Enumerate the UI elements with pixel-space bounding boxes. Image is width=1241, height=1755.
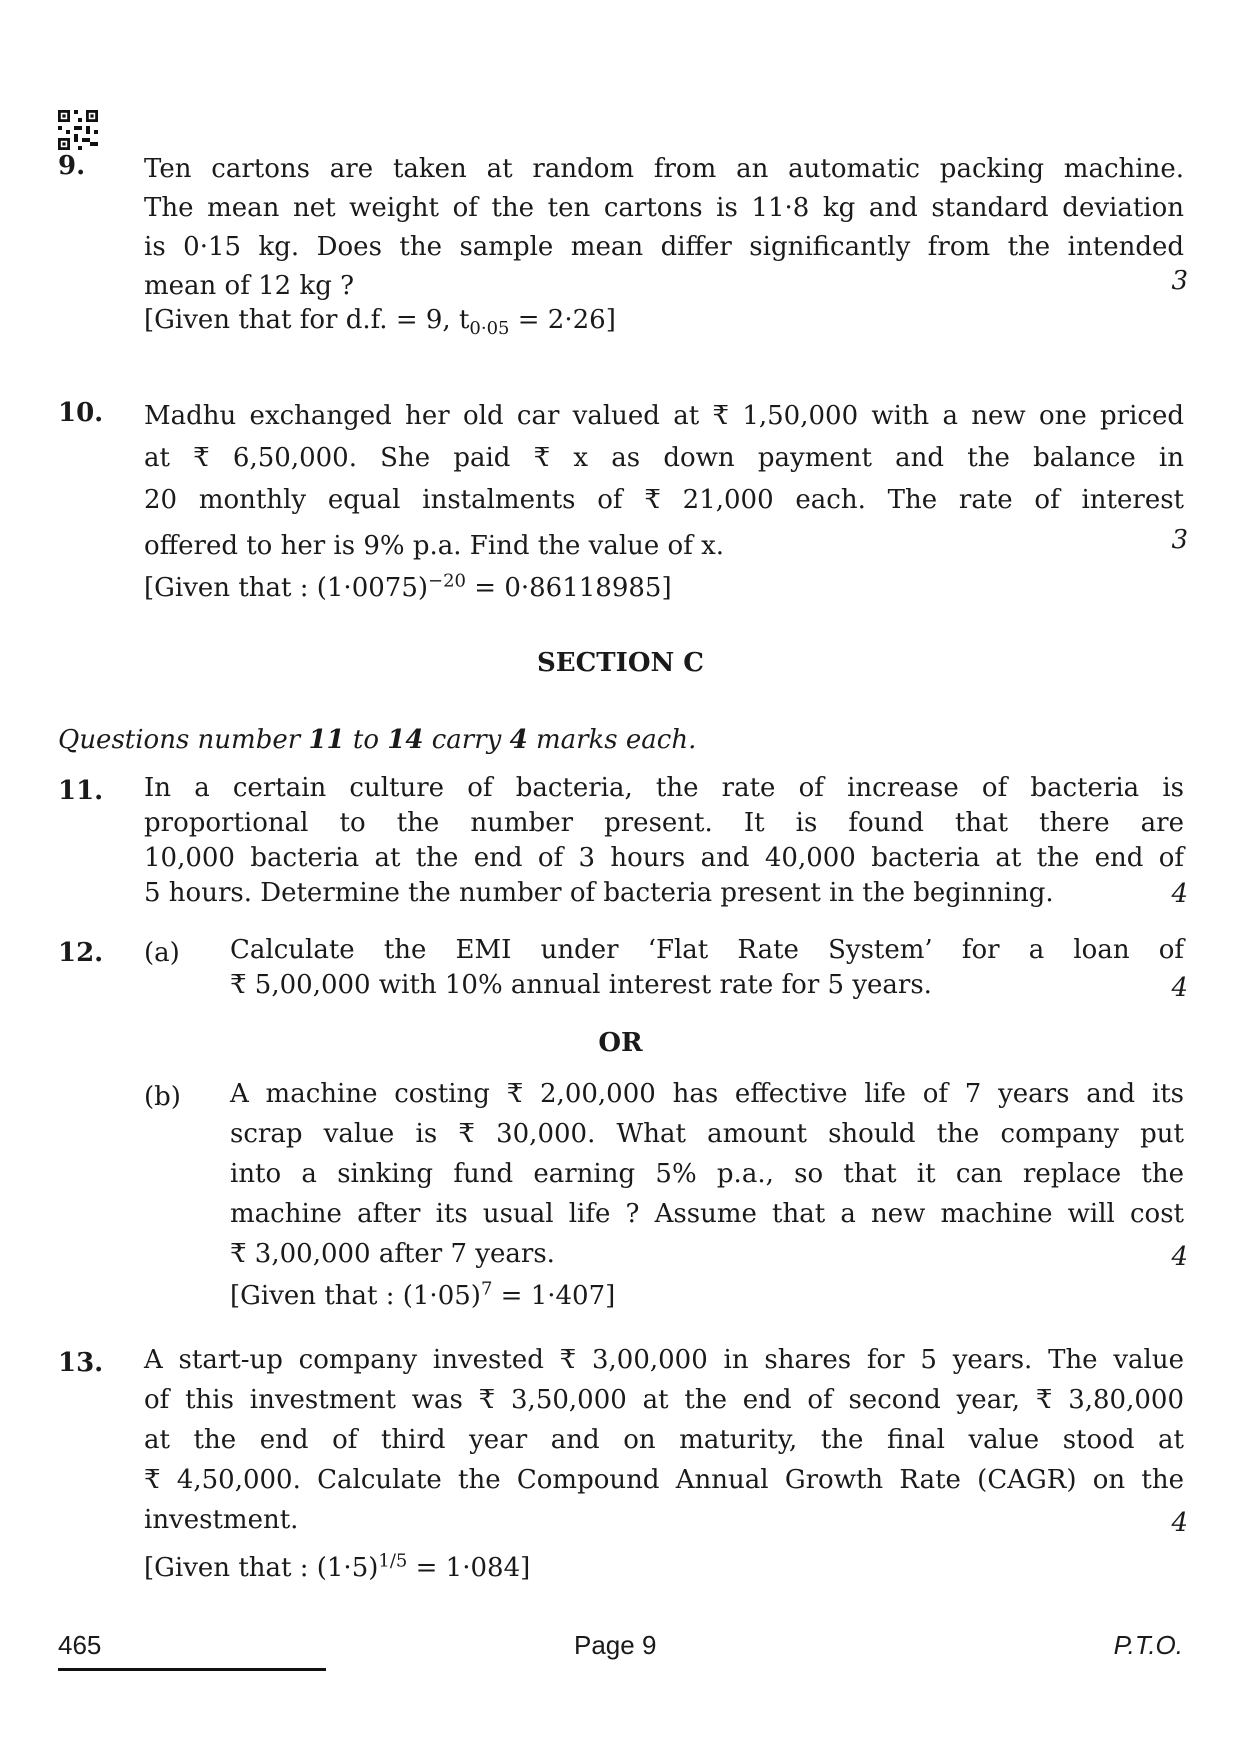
text-line: offered to her is 9% p.a. Find the value of x. [144, 531, 725, 561]
text-line: proportional to the number present. It is found that there are [144, 808, 1184, 838]
text-line: ₹ 3,00,000 after 7 years. [230, 1239, 555, 1269]
marks: 3 [1171, 525, 1188, 555]
text-line: Ten cartons are taken at random from an automatic packing machine. [144, 154, 1184, 184]
given-superscript: −20 [428, 570, 467, 592]
given-superscript: 1/5 [378, 1550, 408, 1572]
text-line: Calculate the EMI under ‘Flat Rate System’ for a loan of [230, 935, 1184, 965]
given-text: [Given that : (1·05) [230, 1281, 481, 1311]
marks: 4 [1171, 879, 1188, 909]
marks: 3 [1171, 266, 1188, 296]
instr-bold: 11 [308, 725, 345, 755]
question-text [144, 771, 1184, 911]
part-a-label: (a) [144, 938, 180, 968]
given-line [144, 299, 1184, 341]
instr-text: Questions number [58, 725, 309, 755]
or-divider: OR [598, 1028, 643, 1058]
part-b-text [230, 1074, 1184, 1316]
given-subscript: 0·05 [469, 318, 510, 340]
instr-text: to [344, 725, 388, 755]
section-instructions [58, 725, 696, 755]
text-line: ₹ 4,50,000. Calculate the Compound Annual Growth Rate (CAGR) on the [144, 1465, 1184, 1495]
given-line [230, 1276, 1184, 1316]
text-line: A start-up company invested ₹ 3,00,000 in shares for 5 years. The value [144, 1345, 1184, 1375]
page-number: Page 9 [574, 1630, 657, 1660]
text-line: In a certain culture of bacteria, the rate of increase of bacteria is [144, 773, 1184, 803]
instr-text: carry [423, 725, 510, 755]
part-b-label: (b) [144, 1082, 181, 1112]
instr-text: marks each. [527, 725, 697, 755]
instr-bold: 4 [509, 725, 528, 755]
paper-code: 465 [58, 1630, 102, 1660]
pto-label: P.T.O. [1113, 1630, 1183, 1660]
given-superscript: 7 [480, 1278, 493, 1300]
text-line: machine after its usual life ? Assume that a new machine will cost [230, 1199, 1184, 1229]
question-text [144, 148, 1184, 341]
text-line: scrap value is ₹ 30,000. What amount should the company put [230, 1119, 1184, 1149]
marks: 4 [1171, 1508, 1188, 1538]
given-text: = 1·407] [492, 1281, 616, 1311]
text-line: A machine costing ₹ 2,00,000 has effective life of 7 years and its [230, 1079, 1184, 1109]
given-line [144, 567, 1184, 609]
text-line: is 0·15 kg. Does the sample mean differ significantly from the intended [144, 232, 1184, 262]
code-underline [58, 1668, 326, 1671]
given-text: [Given that : (1·0075) [144, 573, 429, 603]
text-line: 20 monthly equal instalments of ₹ 21,000 each. The rate of interest [144, 485, 1184, 515]
question-number: 13. [58, 1348, 104, 1378]
section-title: SECTION C [537, 648, 704, 678]
text-line: ₹ 5,00,000 with 10% annual interest rate for 5 years. [230, 970, 932, 1000]
question-text [144, 1340, 1184, 1588]
text-line: of this investment was ₹ 3,50,000 at the end of second year, ₹ 3,80,000 [144, 1385, 1184, 1415]
question-number: 11. [58, 776, 104, 806]
text-line: mean of 12 kg ? [144, 271, 355, 301]
question-number: 10. [58, 398, 104, 428]
text-line: at the end of third year and on maturity, the final value stood at [144, 1425, 1184, 1455]
given-line [144, 1548, 1184, 1588]
text-line: The mean net weight of the ten cartons is 11·8 kg and standard deviation [144, 193, 1184, 223]
given-text: [Given that : (1·5) [144, 1553, 379, 1583]
text-line: 5 hours. Determine the number of bacteria present in the beginning. [144, 878, 1054, 908]
given-text: = 1·084] [407, 1553, 531, 1583]
part-a-text [230, 933, 1184, 1003]
text-line: Madhu exchanged her old car valued at ₹ 1,50,000 with a new one priced [144, 401, 1184, 431]
question-text [144, 395, 1184, 609]
qr-code [58, 110, 98, 150]
text-line: at ₹ 6,50,000. She paid ₹ x as down payment and the balance in [144, 443, 1184, 473]
text-line: investment. [144, 1505, 299, 1535]
given-text: [Given that for d.f. = 9, t [144, 305, 470, 335]
given-text: = 0·86118985] [466, 573, 672, 603]
given-text: = 2·26] [509, 305, 616, 335]
text-line: into a sinking fund earning 5% p.a., so that it can replace the [230, 1159, 1184, 1189]
marks: 4 [1171, 973, 1188, 1003]
instr-bold: 14 [387, 725, 424, 755]
marks: 4 [1171, 1242, 1188, 1272]
text-line: 10,000 bacteria at the end of 3 hours and 40,000 bacteria at the end of [144, 843, 1184, 873]
question-number: 9. [58, 151, 86, 181]
question-number: 12. [58, 938, 104, 968]
